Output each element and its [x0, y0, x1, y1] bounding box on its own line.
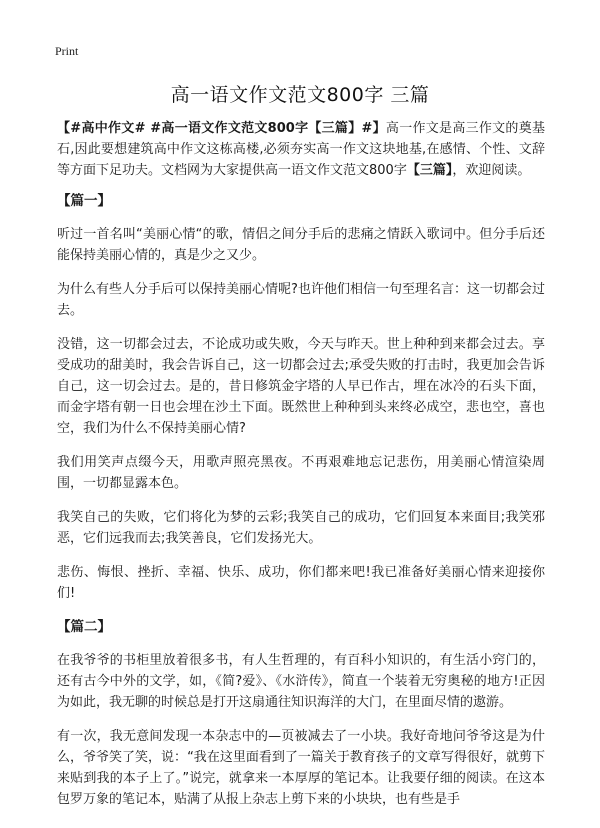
- section-heading-2: 【篇二】: [57, 619, 111, 635]
- intro-tags: 【#高中作文# #高一语文作文范文800字【三篇】#】: [57, 121, 386, 136]
- intro-bold-inline: 【三篇】: [406, 163, 453, 178]
- paragraph: 没错，这一切都会过去，不论成功或失败，今天与昨天。世上种种到来都会过去。享受成功的甜美时，我会告诉自己，这一切都会过去;承受失败的打击时，我更加会告诉自己，这一切会过去。是的，昔日修筑金字塔的人早已作古，埋在冰冷的石头下面，而金字塔有朝一日也会埋在沙土下面。既然世上种种到头来终必成空，悲也空，喜也空，我们为什么不保持美丽心情?: [57, 337, 545, 436]
- paragraph: 有一次，我无意间发现一本杂志中的—页被减去了一小块。我好奇地问爷爷这是为什么，爷爷笑了笑，说：“我在这里面看到了一篇关于教育孩子的文章写得很好，就剪下来贴到我的本子上了。”说完，就拿来一本厚厚的笔记本。让我要仔细的阅读。在这本包罗万象的笔记本，贴满了从报上杂志上剪下来的小块块，也有些是手: [57, 729, 545, 807]
- paragraph: 悲伤、悔恨、挫折、幸福、快乐、成功，你们都来吧!我已准备好美丽心情来迎接你们!: [57, 565, 545, 601]
- page-title: 高一语文作文范文800字 三篇: [170, 84, 430, 106]
- paragraph: 为什么有些人分手后可以保持美丽心情呢?也许他们相信一句至理名言：这一切都会过去。: [57, 282, 545, 318]
- article-body: [57, 118, 545, 823]
- intro-paragraph: [57, 118, 545, 181]
- paragraph: 在我爷爷的书柜里放着很多书，有人生哲理的，有百科小知识的，有生活小窍门的，还有古今中外的文学，如，《简?爱》、《水浒传》，简直一个装着无穷奥秘的地方!正因为如此，我无聊的时候总是打开这扇通往知识海洋的大门，在里面尽情的遨游。: [57, 653, 545, 710]
- print-link[interactable]: Print: [55, 44, 79, 58]
- paragraph: 我笑自己的失败，它们将化为梦的云彩;我笑自己的成功，它们回复本来面目;我笑邪恶，它们远我而去;我笑善良，它们发扬光大。: [57, 510, 545, 546]
- intro-text: 高一作文是高三作文的奠基石,因此要想建筑高中作文这栋高楼,必须夯实高一作文这块地基,在感情、个性、文辞等方面下足功夫。文档网为大家提供高一语文作文范文800字: [57, 121, 545, 178]
- paragraph: 听过一首名叫“美丽心情“的歌，情侣之间分手后的悲痛之情跃入歌词中。但分手后还能保持美丽心情的，真是少之又少。: [57, 227, 545, 263]
- section-heading-1: 【篇一】: [57, 193, 111, 209]
- intro-tail: ，欢迎阅读。: [452, 163, 531, 178]
- paragraph: 我们用笑声点缀今天，用歌声照亮黑夜。不再艰难地忘记悲伤，用美丽心情渲染周围，一切都显露本色。: [57, 455, 545, 491]
